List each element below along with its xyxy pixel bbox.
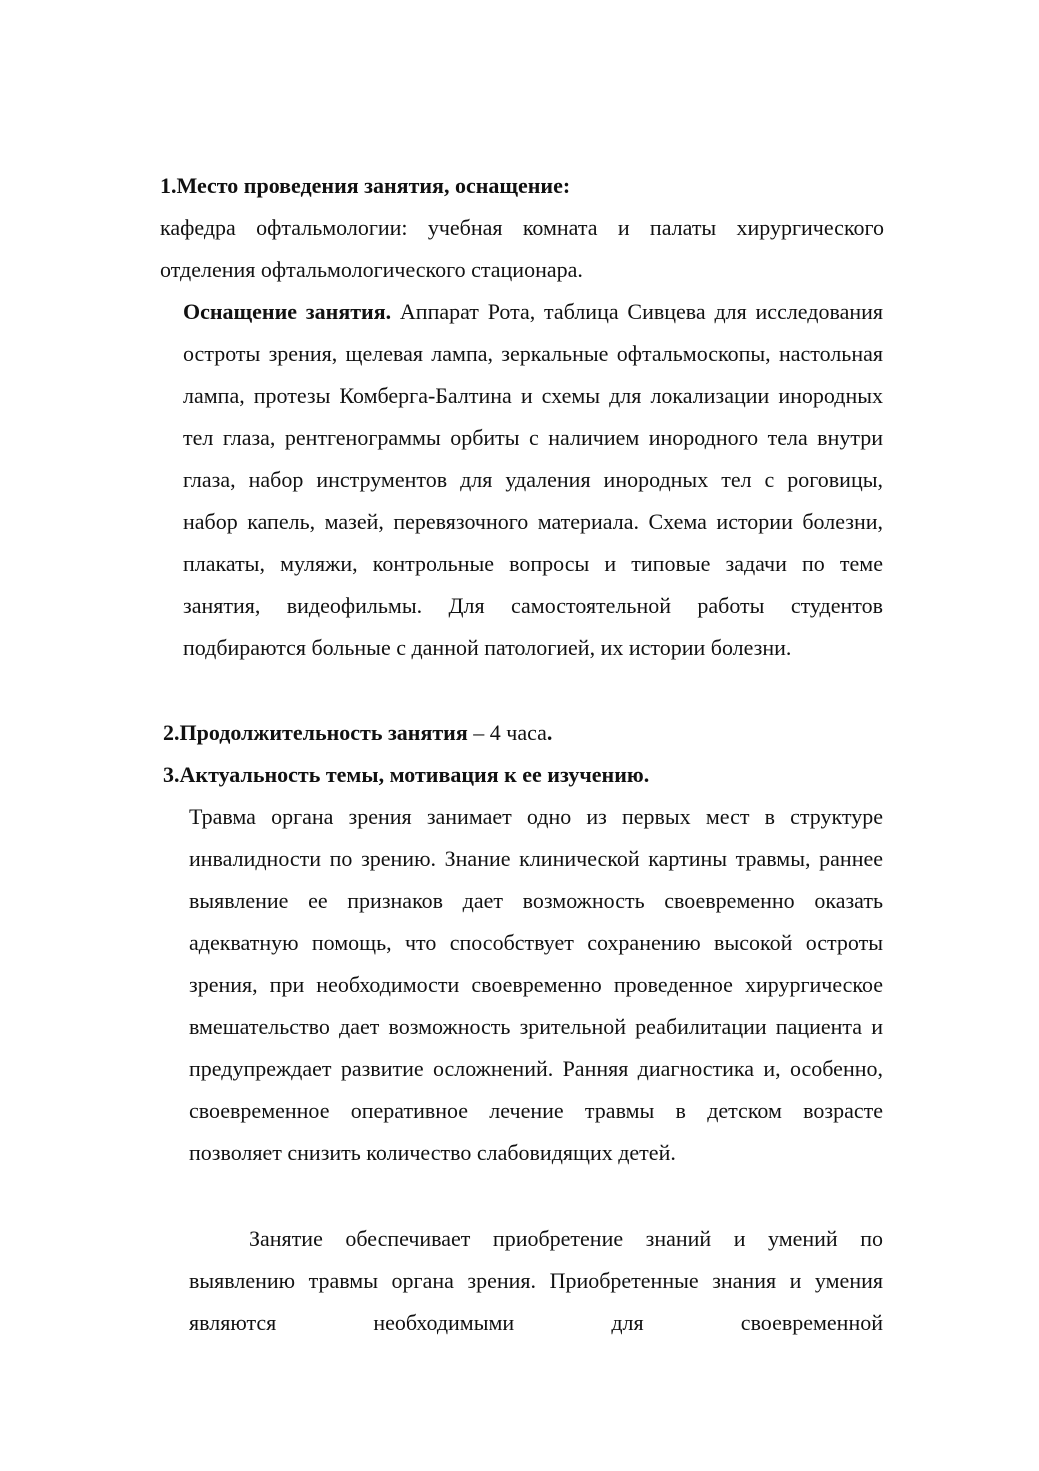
section1-place-text: кафедра офтальмологии: учебная комната и палаты хирургического отделения офтальмологического стационара. <box>160 215 884 282</box>
equipment-label: Оснащение занятия. <box>183 299 392 324</box>
duration-value: – 4 часа <box>467 720 547 745</box>
section2-duration <box>163 712 883 754</box>
section3-paragraph1: Травма органа зрения занимает одно из первых мест в структуре инвалидности по зрению. Знание клинической картины травмы, раннее выявление ее признаков дает возможность своевременно оказать адекватную помощь, что способствует сохранению высокой остроты зрения, при необходимости своевременно проведенное хирургическое вмешательство дает возможность зрительной реабилитации пациента и предупреждает развитие осложнений. Ранняя диагностика и, особенно, своевременное оперативное лечение травмы в детском возрасте позволяет снизить количество слабовидящих детей. <box>189 804 883 1165</box>
equipment-text: Аппарат Рота, таблица Сивцева для исследования остроты зрения, щелевая лампа, зеркальные офтальмоскопы, настольная лампа, протезы Комберга-Балтина и схемы для локализации инородных тел глаза, рентгенограммы орбиты с наличием инородного тела внутри глаза, набор инструментов для удаления инородных тел с роговицы, набор капель, мазей, перевязочного материала. Схема истории болезни, плакаты, муляжи, контрольные вопросы и типовые задачи по теме занятия, видеофильмы. Для самостоятельной работы студентов подбираются больные с данной патологией, их истории болезни. <box>183 299 884 660</box>
duration-end: . <box>546 720 553 745</box>
section3-heading: 3.Актуальность темы, мотивация к ее изучению. <box>163 762 650 787</box>
section1-heading: 1.Место проведения занятия, оснащение: <box>160 173 571 198</box>
section3-paragraph2: Занятие обеспечивает приобретение знаний и умений по выявлению травмы органа зрения. Приобретенные знания и умения являются необходимыми для своевременной <box>189 1226 883 1335</box>
section1-equipment-paragraph <box>183 291 883 669</box>
duration-label: 2.Продолжительность занятия <box>163 720 468 745</box>
